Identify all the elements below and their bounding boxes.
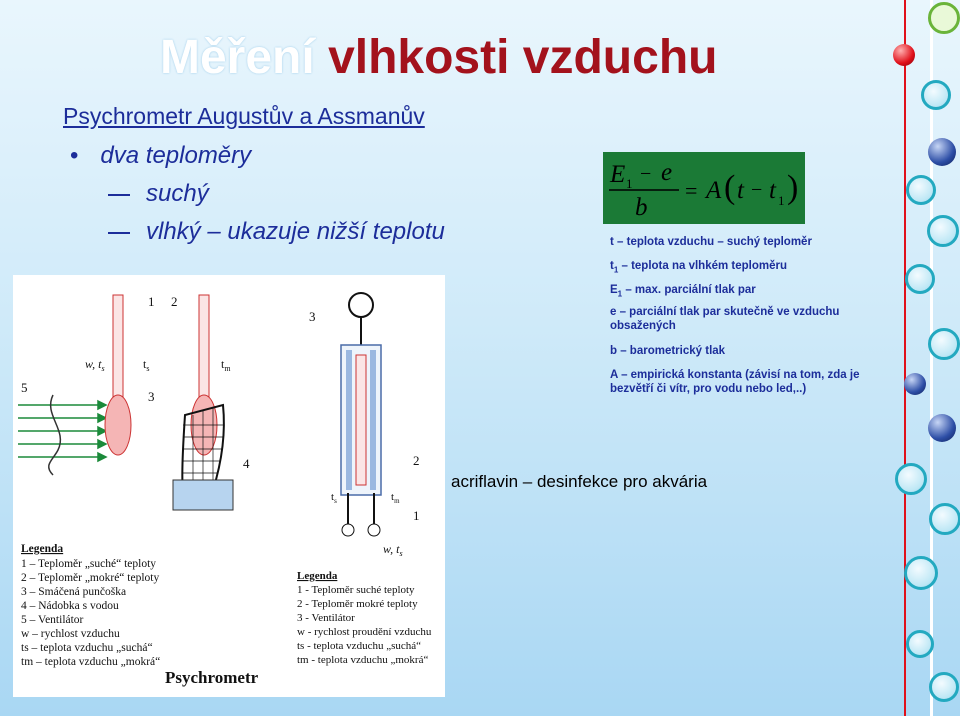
sub-bullet-wet-text: vlhký – ukazuje nižší teplotu [146,218,445,245]
legend-right-title: Legenda [297,570,338,582]
decor-stripe-red [904,0,906,716]
def-A: A – empirická konstanta (závisí na tom, zda je bezvětří či vítr, pro vodu nebo led,..) [610,369,860,395]
legend-left-item: 2 – Teploměr „mokré“ teploty [21,572,160,584]
sub-bullet-wet [108,218,445,246]
r-label-wt: w, $t_s$ [383,542,403,558]
assmann-psychrometer [309,293,420,558]
wet-thermometer-tube [199,295,209,405]
decor-ball [928,138,956,166]
figure-caption: Psychrometr [165,668,259,687]
formula-t: t [737,177,744,204]
label-ts: $t_s$ [143,357,150,373]
decor-ring [895,463,927,495]
formula-b: b [635,194,648,221]
legend-left-item: 3 – Smáčená punčoška [21,586,127,598]
title-word-2: vlhkosti vzduchu [328,31,718,84]
def-e: e – parciální tlak par skutečně ve vzduchu obsažených [610,306,840,332]
label-3: 3 [148,389,155,404]
formula-eq: = [685,178,698,203]
bullet-main [70,142,251,170]
label-1: 1 [148,294,155,309]
decor-ring [927,215,959,247]
ventilator-icon [349,293,373,317]
r-label-2: 2 [413,453,420,468]
decor-menu-icon [928,2,960,34]
decor-ball [904,373,926,395]
legend-left-item: 1 – Teploměr „suché“ teploty [21,558,157,570]
legend-right [297,570,432,666]
decor-ring [906,175,936,205]
formula-minus: − [640,163,652,185]
sub-bullet-dry [108,180,209,208]
r-label-ts: $t_s$ [331,491,337,505]
airflow-arrows [18,401,106,461]
psychrometer-diagram [13,275,445,697]
decor-ring [928,328,960,360]
formula-t1-sub: 1 [778,193,785,208]
august-psychrometer [18,294,250,510]
label-2: 2 [171,294,178,309]
def-E1 [610,283,756,301]
psychrometer-figure [13,275,445,697]
label-4: 4 [243,456,250,471]
acriflavin-note: acriflavin – desinfekce pro akvária [451,472,708,491]
legend-left-item: 4 – Nádobka s vodou [21,600,119,612]
sub-bullet-dry-text: suchý [146,180,209,207]
def-t1-sub: 1 [613,265,619,275]
formula-t1: t [769,177,776,204]
legend-left-item: 5 – Ventilátor [21,614,84,626]
def-t1-text: – teplota na vlhkém teploměru [618,260,788,272]
formula-rparen: ) [787,169,799,206]
decor-ring [929,503,960,535]
dry-thermometer-tube [113,295,123,405]
legend-right-item: ts - teplota vzduchu „suchá“ [297,640,422,652]
def-t1-sym: t [610,260,614,272]
page-title [160,30,717,85]
legend-left-item: w – rychlost vzduchu [21,628,120,640]
legend-right-item: 3 - Ventilátor [297,612,355,624]
decor-ring [921,80,951,110]
decor-ring [929,672,959,702]
formula-A: A [706,177,722,204]
water-vessel [173,480,233,510]
def-E1-sym: E [610,284,618,296]
subtitle: Psychrometr Augustův a Assmanův [63,103,425,129]
legend-right-item: w - rychlost proudění vzduchu [297,626,432,638]
bullet-main-text: dva teploměry [100,142,252,169]
label-tm: $t_m$ [221,357,231,373]
def-b: b – barometrický tlak [610,345,726,357]
formula-minus-2: − [751,179,763,201]
r-label-1: 1 [413,508,420,523]
def-t1 [610,259,787,277]
formula-svg [603,152,805,224]
r-label-tm: $t_m$ [391,491,400,505]
psychrometric-formula [603,152,805,224]
legend-left-title: Legenda [21,543,64,555]
label-5: 5 [21,380,28,395]
formula-E: E [610,161,626,188]
decor-ring [905,264,935,294]
def-E1-sub: 1 [617,289,623,299]
label-w-ts: w, $t_s$ [85,357,105,373]
legend-left-item: ts – teplota vzduchu „suchá“ [21,642,153,654]
formula-lparen: ( [724,169,736,206]
def-t: t – teplota vzduchu – suchý teploměr [610,236,812,248]
title-word-1: Měření [160,31,315,84]
dry-thermometer-bulb [105,395,131,455]
legend-right-item: 2 - Teploměr mokré teploty [297,598,418,610]
fan-blade-icon [49,395,61,475]
bullet-dot-icon: • [70,142,79,169]
decor-ring [904,556,938,590]
r-label-3: 3 [309,309,316,324]
decor-ball [928,414,956,442]
def-E1-text: – max. parciální tlak par [622,284,756,296]
dash-icon [108,194,130,196]
formula-e: e [661,159,673,186]
legend-right-item: 1 - Teploměr suché teploty [297,584,415,596]
legend-left-item: tm – teplota vzduchu „mokrá“ [21,656,161,668]
dash-icon [108,232,130,234]
legend-right-item: tm - teplota vzduchu „mokrá“ [297,654,429,666]
decor-ball [893,44,915,66]
legend-left [21,543,160,668]
formula-E-sub: 1 [626,176,633,191]
decor-ring [906,630,934,658]
